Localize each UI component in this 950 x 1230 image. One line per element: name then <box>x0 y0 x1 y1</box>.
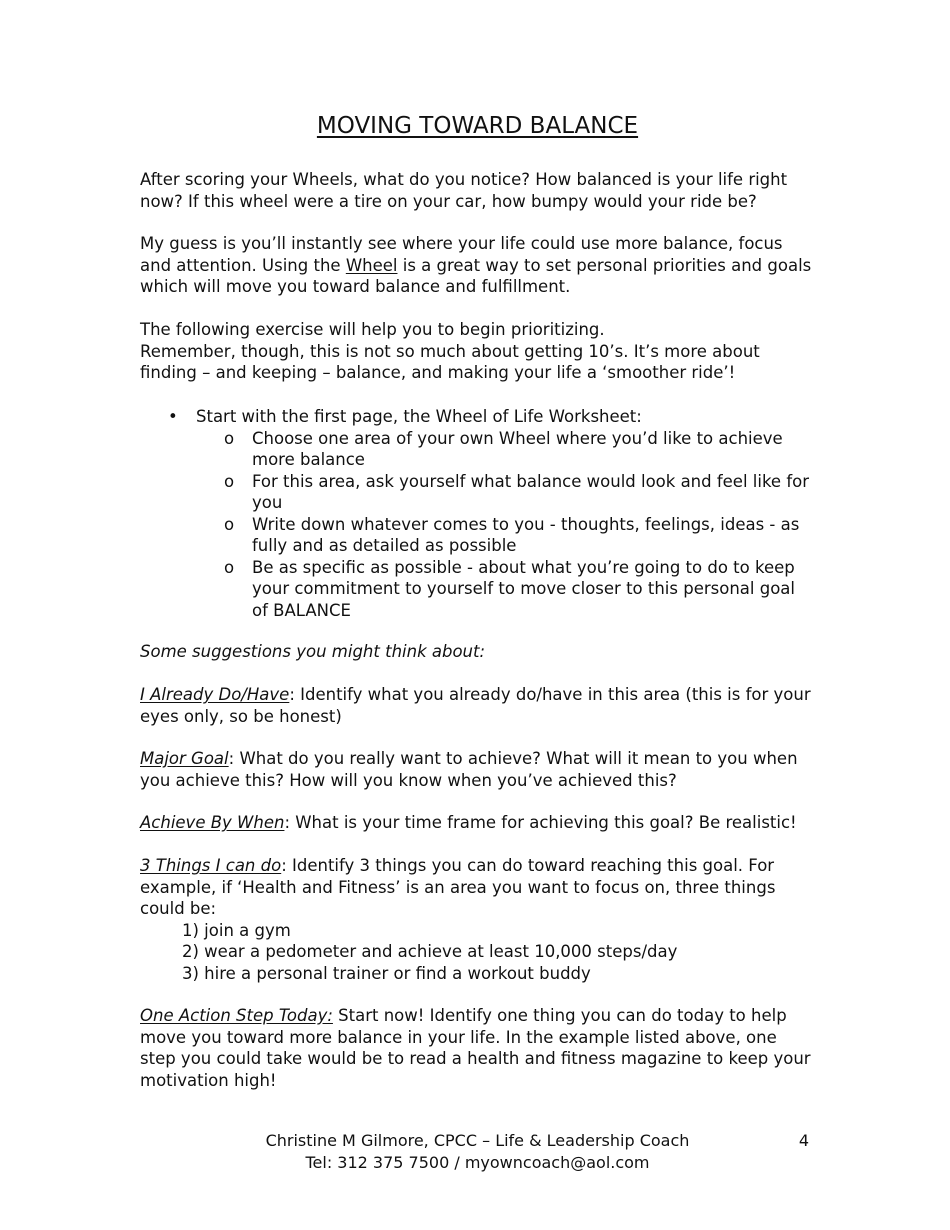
sub-bullet-item: o For this area, ask yourself what balance would look and feel like for you <box>224 471 810 512</box>
page-title: MOVING TOWARD BALANCE <box>316 113 639 139</box>
section-already-do-have: I Already Do/Have: Identify what you already do/have in this area (this is for your eyes only, so be honest) <box>140 685 811 726</box>
sub-bullet-item: o Be as specific as possible - about what you’re going to do to keep your commitment to yourself to move closer to this personal goal of BALANCE <box>224 557 795 620</box>
list-item: 3) hire a personal trainer or find a workout buddy <box>182 963 591 983</box>
worksheet-bullet-list <box>140 406 815 621</box>
footer-contact: Tel: 312 375 7500 / myowncoach@aol.com <box>305 1153 650 1172</box>
section-major-goal: Major Goal: What do you really want to achieve? What will it mean to you when you achieve this? How will you know when you’ve achieved this? <box>140 749 798 790</box>
sub-bullet-item: o Choose one area of your own Wheel where you’d like to achieve more balance <box>224 428 783 469</box>
sub-bullet-icon: o <box>224 471 235 491</box>
sub-bullet-item: o Write down whatever comes to you - thoughts, feelings, ideas - as fully and as detailed as possible <box>224 514 800 555</box>
footer-coach-name: Christine M Gilmore, CPCC – Life & Leadership Coach <box>265 1131 690 1150</box>
section-one-action-step: One Action Step Today: Start now! Identify one thing you can do today to help move you toward more balance in your life. In the example listed above, one step you could take would be to read a health and fitness magazine to keep your motivation high! <box>140 1006 811 1090</box>
intro-paragraph-2: My guess is you’ll instantly see where your life could use more balance, focus and attention. Using the Wheel is a great way to set personal priorities and goals which will move you toward balance and fulfillment. <box>140 234 812 296</box>
page-number: 4 <box>798 1131 809 1150</box>
suggestions-heading: Some suggestions you might think about: <box>140 642 486 661</box>
sub-bullet-icon: o <box>224 514 235 534</box>
sub-bullet-icon: o <box>224 428 235 448</box>
wheel-link: Wheel <box>345 255 398 275</box>
bullet-item: • Start with the first page, the Wheel of Life Worksheet: <box>168 407 642 426</box>
page-footer <box>140 1130 815 1174</box>
sub-bullet-icon: o <box>224 557 235 577</box>
section-three-things: 3 Things I can do: Identify 3 things you can do toward reaching this goal. For example, if ‘Health and Fitness’ is an area you want to focus on, three things could be: 1) join a gym 2) wear a pedometer and achieve at least 10,000 steps/day 3) hire a personal trainer or find a workout buddy <box>140 855 815 984</box>
list-item: 1) join a gym <box>182 920 291 940</box>
intro-paragraph-1: After scoring your Wheels, what do you notice? How balanced is your life right now? If this wheel were a tire on your car, how bumpy would your ride be? <box>140 170 788 211</box>
list-item: 2) wear a pedometer and achieve at least 10,000 steps/day <box>182 942 678 961</box>
section-achieve-by-when: Achieve By When: What is your time frame for achieving this goal? Be realistic! <box>140 813 797 832</box>
intro-paragraph-3: The following exercise will help you to begin prioritizing. Remember, though, this is not so much about getting 10’s. It’s more about finding – and keeping – balance, and making your life a ‘smoother ride’! <box>140 320 760 382</box>
bullet-dot-icon: • <box>168 407 178 426</box>
